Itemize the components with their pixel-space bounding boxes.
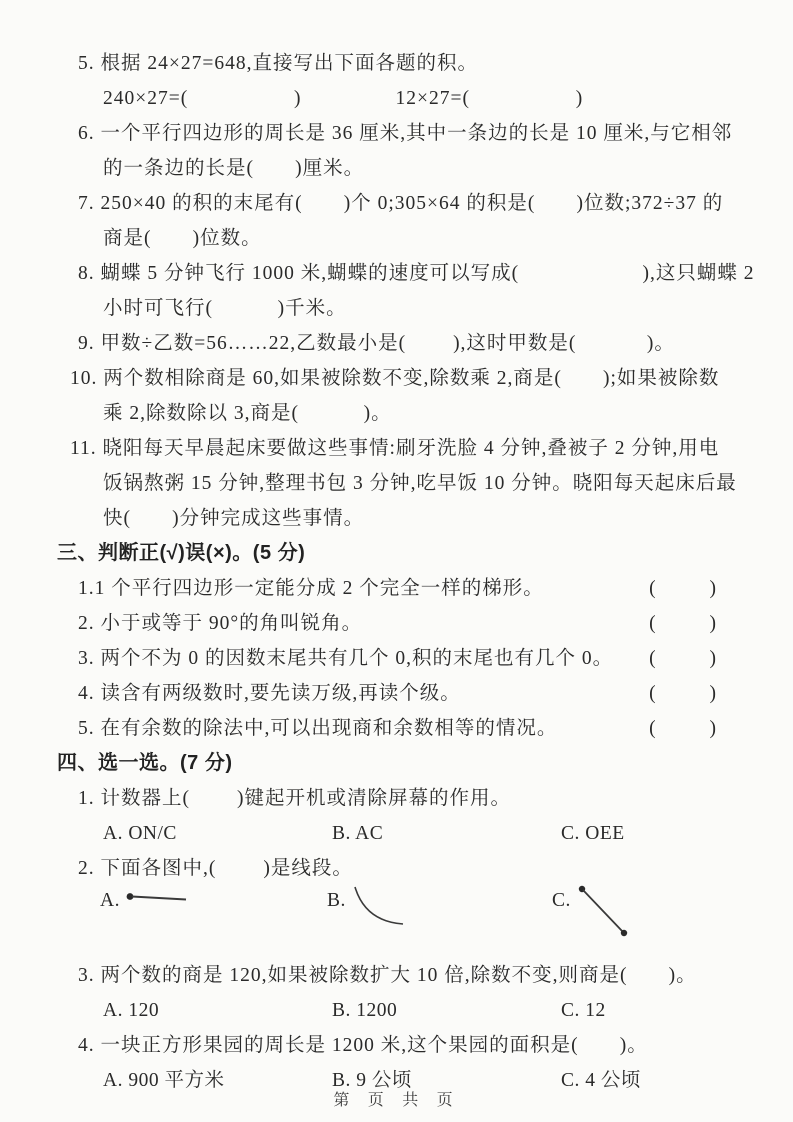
choice-question-1-options xyxy=(57,816,747,851)
fill-question-7-line-1: 7. 250×40 的积的末尾有( )个 0;305×64 的积是( )位数;372÷37 的 xyxy=(78,193,724,214)
judge-item-2-text: 2. 小于或等于 90°的角叫锐角。 xyxy=(78,613,363,634)
fill-question-5-line-2: 240×27=( ) 12×27=( ) xyxy=(103,88,584,109)
fill-question-9-line-1: 9. 甲数÷乙数=56……22,乙数最小是( ),这时甲数是( )。 xyxy=(78,333,675,354)
fill-question-10-line-1: 10. 两个数相除商是 60,如果被除数不变,除数乘 2,商是( );如果被除数 xyxy=(70,368,720,389)
fill-question-8-line-1: 8. 蝴蝶 5 分钟飞行 1000 米,蝴蝶的速度可以写成( ),这只蝴蝶 2 xyxy=(78,263,755,284)
judge-item-4-bracket: ( ) xyxy=(649,683,717,704)
judge-item-3 xyxy=(57,641,747,676)
choice-question-2-figures xyxy=(57,886,747,958)
option-4c: C. 4 公顷 xyxy=(561,1070,641,1091)
choice-question-2: 2. 下面各图中,( )是线段。 xyxy=(78,858,353,879)
curve-figure xyxy=(351,885,407,931)
judge-item-1-text: 1.1 个平行四边形一定能分成 2 个完全一样的梯形。 xyxy=(78,578,544,599)
option-4a: A. 900 平方米 xyxy=(103,1070,225,1091)
segment-figure xyxy=(576,884,630,940)
judge-item-5-text: 5. 在有余数的除法中,可以出现商和余数相等的情况。 xyxy=(78,718,558,739)
judge-item-5 xyxy=(57,711,747,746)
page-footer: 第 页 共 页 xyxy=(333,1092,460,1109)
judge-item-2-bracket: ( ) xyxy=(649,613,717,634)
fill-question-8-line-2: 小时可飞行( )千米。 xyxy=(103,298,347,319)
judge-item-2 xyxy=(57,606,747,641)
fill-question-6-line-2: 的一条边的长是( )厘米。 xyxy=(103,158,365,179)
option-3a: A. 120 xyxy=(103,1000,160,1021)
judge-item-4-text: 4. 读含有两级数时,要先读万级,再读个级。 xyxy=(78,683,461,704)
option-3b: B. 1200 xyxy=(332,1000,398,1021)
judge-item-5-bracket: ( ) xyxy=(649,718,717,739)
fill-question-11-line-3: 快( )分钟完成这些事情。 xyxy=(103,508,365,529)
fill-question-11-line-1: 11. 晓阳每天早晨起床要做这些事情:刷牙洗脸 4 分钟,叠被子 2 分钟,用电 xyxy=(70,438,720,459)
judge-item-3-bracket: ( ) xyxy=(649,648,717,669)
judge-item-3-text: 3. 两个不为 0 的因数末尾共有几个 0,积的末尾也有几个 0。 xyxy=(78,648,614,669)
judge-item-4 xyxy=(57,676,747,711)
choice-question-1: 1. 计数器上( )键起开机或清除屏幕的作用。 xyxy=(78,788,511,809)
option-1a: A. ON/C xyxy=(103,823,177,844)
exam-content xyxy=(57,46,755,1098)
option-4b: B. 9 公顷 xyxy=(332,1070,412,1091)
figure-option-c xyxy=(552,886,630,940)
option-1c: C. OEE xyxy=(561,823,625,844)
option-3c: C. 12 xyxy=(561,1000,606,1021)
fill-question-6-line-1: 6. 一个平行四边形的周长是 36 厘米,其中一条边的长是 10 厘米,与它相邻 xyxy=(78,123,733,144)
choice-question-3-options xyxy=(57,993,747,1028)
judge-item-1-bracket: ( ) xyxy=(649,578,717,599)
figure-label-c: C. xyxy=(552,890,571,911)
figure-label-a: A. xyxy=(100,890,120,911)
figure-option-b xyxy=(327,886,407,931)
fill-question-10-line-2: 乘 2,除数除以 3,商是( )。 xyxy=(103,403,392,424)
figure-label-b: B. xyxy=(327,890,346,911)
fill-question-7-line-2: 商是( )位数。 xyxy=(103,228,262,249)
choice-question-3: 3. 两个数的商是 120,如果被除数扩大 10 倍,除数不变,则商是( )。 xyxy=(78,965,697,986)
option-1b: B. AC xyxy=(332,823,384,844)
fill-question-5-line-1: 5. 根据 24×27=648,直接写出下面各题的积。 xyxy=(78,53,478,74)
figure-option-a xyxy=(100,886,189,916)
judge-item-1 xyxy=(57,571,747,606)
judge-section-heading: 三、判断正(√)误(×)。(5 分) xyxy=(57,542,306,564)
choice-question-4: 4. 一块正方形果园的周长是 1200 米,这个果园的面积是( )。 xyxy=(78,1035,648,1056)
fill-question-11-line-2: 饭锅熬粥 15 分钟,整理书包 3 分钟,吃早饭 10 分钟。晓阳每天起床后最 xyxy=(103,473,737,494)
ray-figure xyxy=(125,891,189,907)
choice-section-heading: 四、选一选。(7 分) xyxy=(57,752,233,774)
